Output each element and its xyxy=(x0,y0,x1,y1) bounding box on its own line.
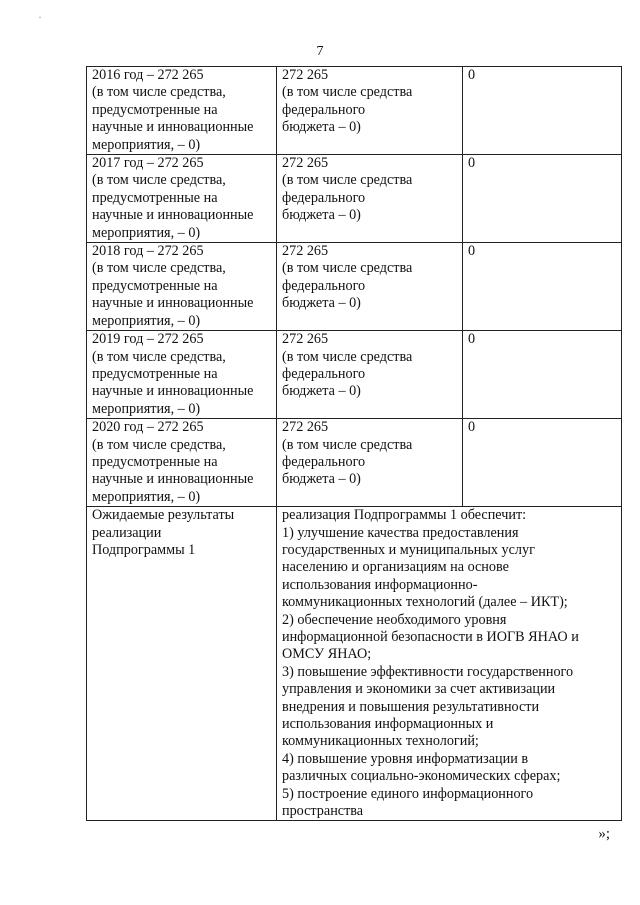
text-line: 2016 год – 272 265 xyxy=(92,67,204,83)
year-total-cell xyxy=(87,419,277,507)
text-line: предусмотренные на xyxy=(92,365,218,382)
text-line: бюджета – 0) xyxy=(282,383,361,400)
text-line: коммуникационных технологий; xyxy=(282,733,479,750)
other-funding-cell xyxy=(463,331,622,419)
text-line: бюджета – 0) xyxy=(282,207,361,224)
text-line: различных социально-экономических сферах; xyxy=(282,768,561,785)
text-line: 272 265 xyxy=(282,243,329,260)
table-row xyxy=(87,419,622,507)
text-line: предусмотренные на xyxy=(92,101,218,118)
other-funding-cell xyxy=(463,243,622,331)
results-row xyxy=(87,507,622,821)
text-line: пространства xyxy=(282,803,364,820)
federal-budget-cell xyxy=(277,67,463,155)
text-line: федерального xyxy=(282,277,366,294)
text-line: федерального xyxy=(282,101,366,118)
text-line: научные и инновационные xyxy=(92,471,254,488)
text-line: научные и инновационные xyxy=(92,207,254,224)
text-line: 2017 год – 272 265 xyxy=(92,155,204,172)
text-line: внедрения и повышения результативности xyxy=(282,698,540,715)
text-line: (в том числе средства, xyxy=(92,348,226,365)
results-label-cell xyxy=(87,507,277,821)
text-line: 4) повышение уровня информатизации в xyxy=(282,750,529,767)
closing-quote: »; xyxy=(598,826,610,842)
scan-mark: · xyxy=(38,10,42,24)
text-line: 2) обеспечение необходимого уровня xyxy=(282,611,507,628)
text-line: предусмотренные на xyxy=(92,189,218,206)
text-line: 0 xyxy=(468,243,476,260)
text-line: 5) построение единого информационного xyxy=(282,785,534,802)
table-row xyxy=(87,67,622,155)
text-line: мероприятия, – 0) xyxy=(92,136,201,153)
text-line: (в том числе средства xyxy=(282,84,413,101)
text-line: 1) улучшение качества предоставления xyxy=(282,524,519,541)
text-line: управления и экономики за счет активизации xyxy=(282,681,556,698)
text-line: 272 265 xyxy=(282,67,329,83)
text-line: коммуникационных технологий (далее – ИКТ); xyxy=(282,594,568,611)
table-row xyxy=(87,243,622,331)
text-line: использования информационных и xyxy=(282,716,494,733)
text-line: мероприятия, – 0) xyxy=(92,400,201,417)
year-total-cell xyxy=(87,155,277,243)
text-line: 272 265 xyxy=(282,155,329,172)
text-line: федерального xyxy=(282,189,366,206)
text-line: 0 xyxy=(468,67,476,83)
text-line: мероприятия, – 0) xyxy=(92,488,201,505)
text-line: 2019 год – 272 265 xyxy=(92,331,204,348)
text-line: населению и организациям на основе xyxy=(282,559,509,576)
text-line: (в том числе средства xyxy=(282,348,413,365)
year-total-cell xyxy=(87,331,277,419)
text-line: (в том числе средства xyxy=(282,172,413,189)
budget-table xyxy=(86,66,622,821)
text-line: (в том числе средства, xyxy=(92,260,226,277)
text-line: (в том числе средства, xyxy=(92,436,226,453)
text-line: предусмотренные на xyxy=(92,453,218,470)
results-text-cell xyxy=(277,507,622,821)
text-line: использования информационно- xyxy=(282,576,478,593)
text-line: предусмотренные на xyxy=(92,277,218,294)
text-line: бюджета – 0) xyxy=(282,119,361,136)
text-line: реализации xyxy=(92,524,162,541)
page-number: 7 xyxy=(316,44,324,59)
text-line: мероприятия, – 0) xyxy=(92,312,201,329)
federal-budget-cell xyxy=(277,419,463,507)
text-line: ОМСУ ЯНАО; xyxy=(282,646,372,663)
federal-budget-cell xyxy=(277,243,463,331)
text-line: (в том числе средства, xyxy=(92,172,226,189)
text-line: государственных и муниципальных услуг xyxy=(282,541,535,558)
text-line: научные и инновационные xyxy=(92,119,254,136)
text-line: 2018 год – 272 265 xyxy=(92,243,204,260)
text-line: Подпрограммы 1 xyxy=(92,541,196,558)
text-line: 272 265 xyxy=(282,419,329,436)
text-line: реализация Подпрограммы 1 обеспечит: xyxy=(282,507,527,524)
year-total-cell xyxy=(87,243,277,331)
text-line: научные и инновационные xyxy=(92,383,254,400)
year-total-cell xyxy=(87,67,277,155)
text-line: 0 xyxy=(468,419,476,436)
text-line: бюджета – 0) xyxy=(282,471,361,488)
text-line: 3) повышение эффективности государственного xyxy=(282,663,574,680)
text-line: 2020 год – 272 265 xyxy=(92,419,204,436)
federal-budget-cell xyxy=(277,155,463,243)
other-funding-cell xyxy=(463,67,622,155)
federal-budget-cell xyxy=(277,331,463,419)
text-line: (в том числе средства xyxy=(282,436,413,453)
text-line: федерального xyxy=(282,365,366,382)
other-funding-cell xyxy=(463,419,622,507)
text-line: мероприятия, – 0) xyxy=(92,224,201,241)
text-line: (в том числе средства, xyxy=(92,84,226,101)
text-line: 272 265 xyxy=(282,331,329,348)
text-line: 0 xyxy=(468,155,476,172)
text-line: информационной безопасности в ИОГВ ЯНАО и xyxy=(282,629,579,645)
text-line: бюджета – 0) xyxy=(282,295,361,312)
text-line: научные и инновационные xyxy=(92,295,254,312)
table-row xyxy=(87,331,622,419)
text-line: (в том числе средства xyxy=(282,260,413,277)
text-line: Ожидаемые результаты xyxy=(92,507,235,524)
other-funding-cell xyxy=(463,155,622,243)
table-row xyxy=(87,155,622,243)
text-line: 0 xyxy=(468,331,476,348)
text-line: федерального xyxy=(282,453,366,470)
